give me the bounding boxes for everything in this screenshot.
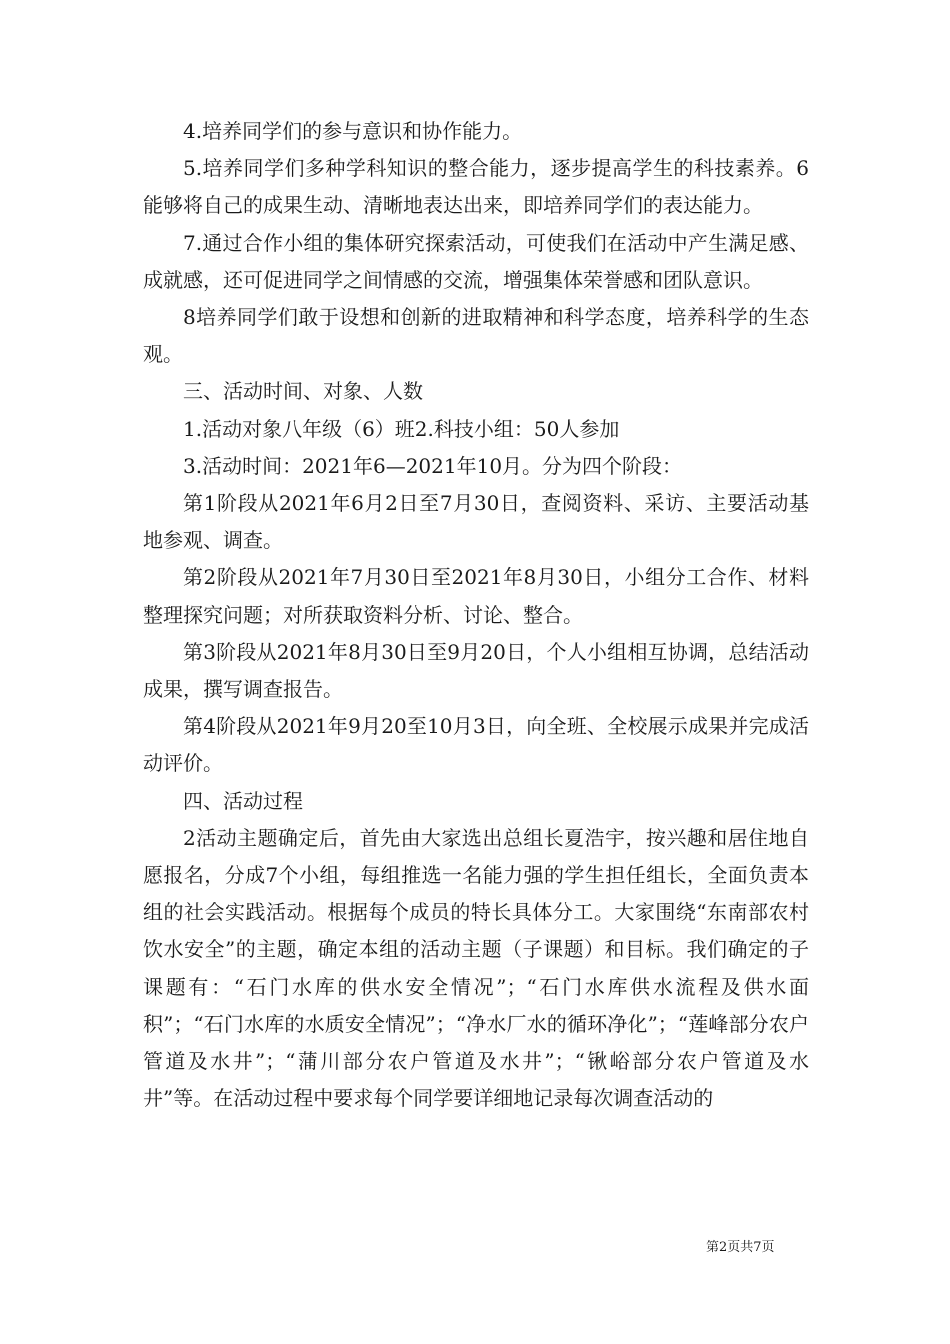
paragraph-stage-1: 第1阶段从2021年6月2日至7月30日，查阅资料、采访、主要活动基地参观、调查。 (143, 491, 809, 553)
paragraph-goal-5-6: 5.培养同学们多种学科知识的整合能力，逐步提高学生的科技素养。6能够将自己的成果生动、清晰地表达出来，即培养同学们的表达能力。 (143, 156, 809, 218)
paragraph-stage-3: 第3阶段从2021年8月30日至9月20日，个人小组相互协调，总结活动成果，撰写调查报告。 (143, 639, 809, 702)
paragraph-goal-8: 8培养同学们敢于设想和创新的进取精神和科学态度，培养科学的生态观。 (143, 305, 809, 367)
paragraph-goal-4: 4.培养同学们的参与意识和协作能力。 (183, 119, 523, 143)
section-heading-activity-process: 四、活动过程 (183, 788, 303, 813)
paragraph-activity-process: 2活动主题确定后，首先由大家选出总组长夏浩宇，按兴趣和居住地自愿报名，分成7个小组，每组推选一名能力强的学生担任组长，全面负责本组的社会实践活动。根据每个成员的特长具体分工。大家围绕“东南部农村饮水安全”的主题，确定本组的活动主题（子课题）和目标。我们确定的子课题有：“石门水库的供水安全情况”；“石门水库供水流程及供水面积”；“石门水库的水质安全情况”；“净水厂水的循环净化”；“莲峰部分农户管道及水井”；“蒲川部分农户管道及水井”；“锹峪部分农户管道及水井”等。在活动过程中要求每个同学要详细地记录每次调查活动的 (143, 825, 809, 1111)
paragraph-activity-time: 3.活动时间：2021年6—2021年10月。分为四个阶段： (183, 453, 683, 478)
page-number: 第2页共7页 (706, 1240, 775, 1255)
section-heading-time-target-count: 三、活动时间、对象、人数 (183, 379, 423, 404)
paragraph-goal-7: 7.通过合作小组的集体研究探索活动，可使我们在活动中产生满足感、成就感，还可促进同学之间情感的交流，增强集体荣誉感和团队意识。 (143, 230, 809, 292)
paragraph-stage-2: 第2阶段从2021年7月30日至2021年8月30日，小组分工合作、材料整理探究问题；对所获取资料分析、讨论、整合。 (143, 565, 809, 627)
document-body (143, 113, 809, 1117)
paragraph-stage-4: 第4阶段从2021年9月20至10月3日，向全班、全校展示成果并完成活动评价。 (143, 714, 809, 776)
paragraph-activity-target: 1.活动对象八年级（6）班2.科技小组：50人参加 (183, 416, 620, 441)
